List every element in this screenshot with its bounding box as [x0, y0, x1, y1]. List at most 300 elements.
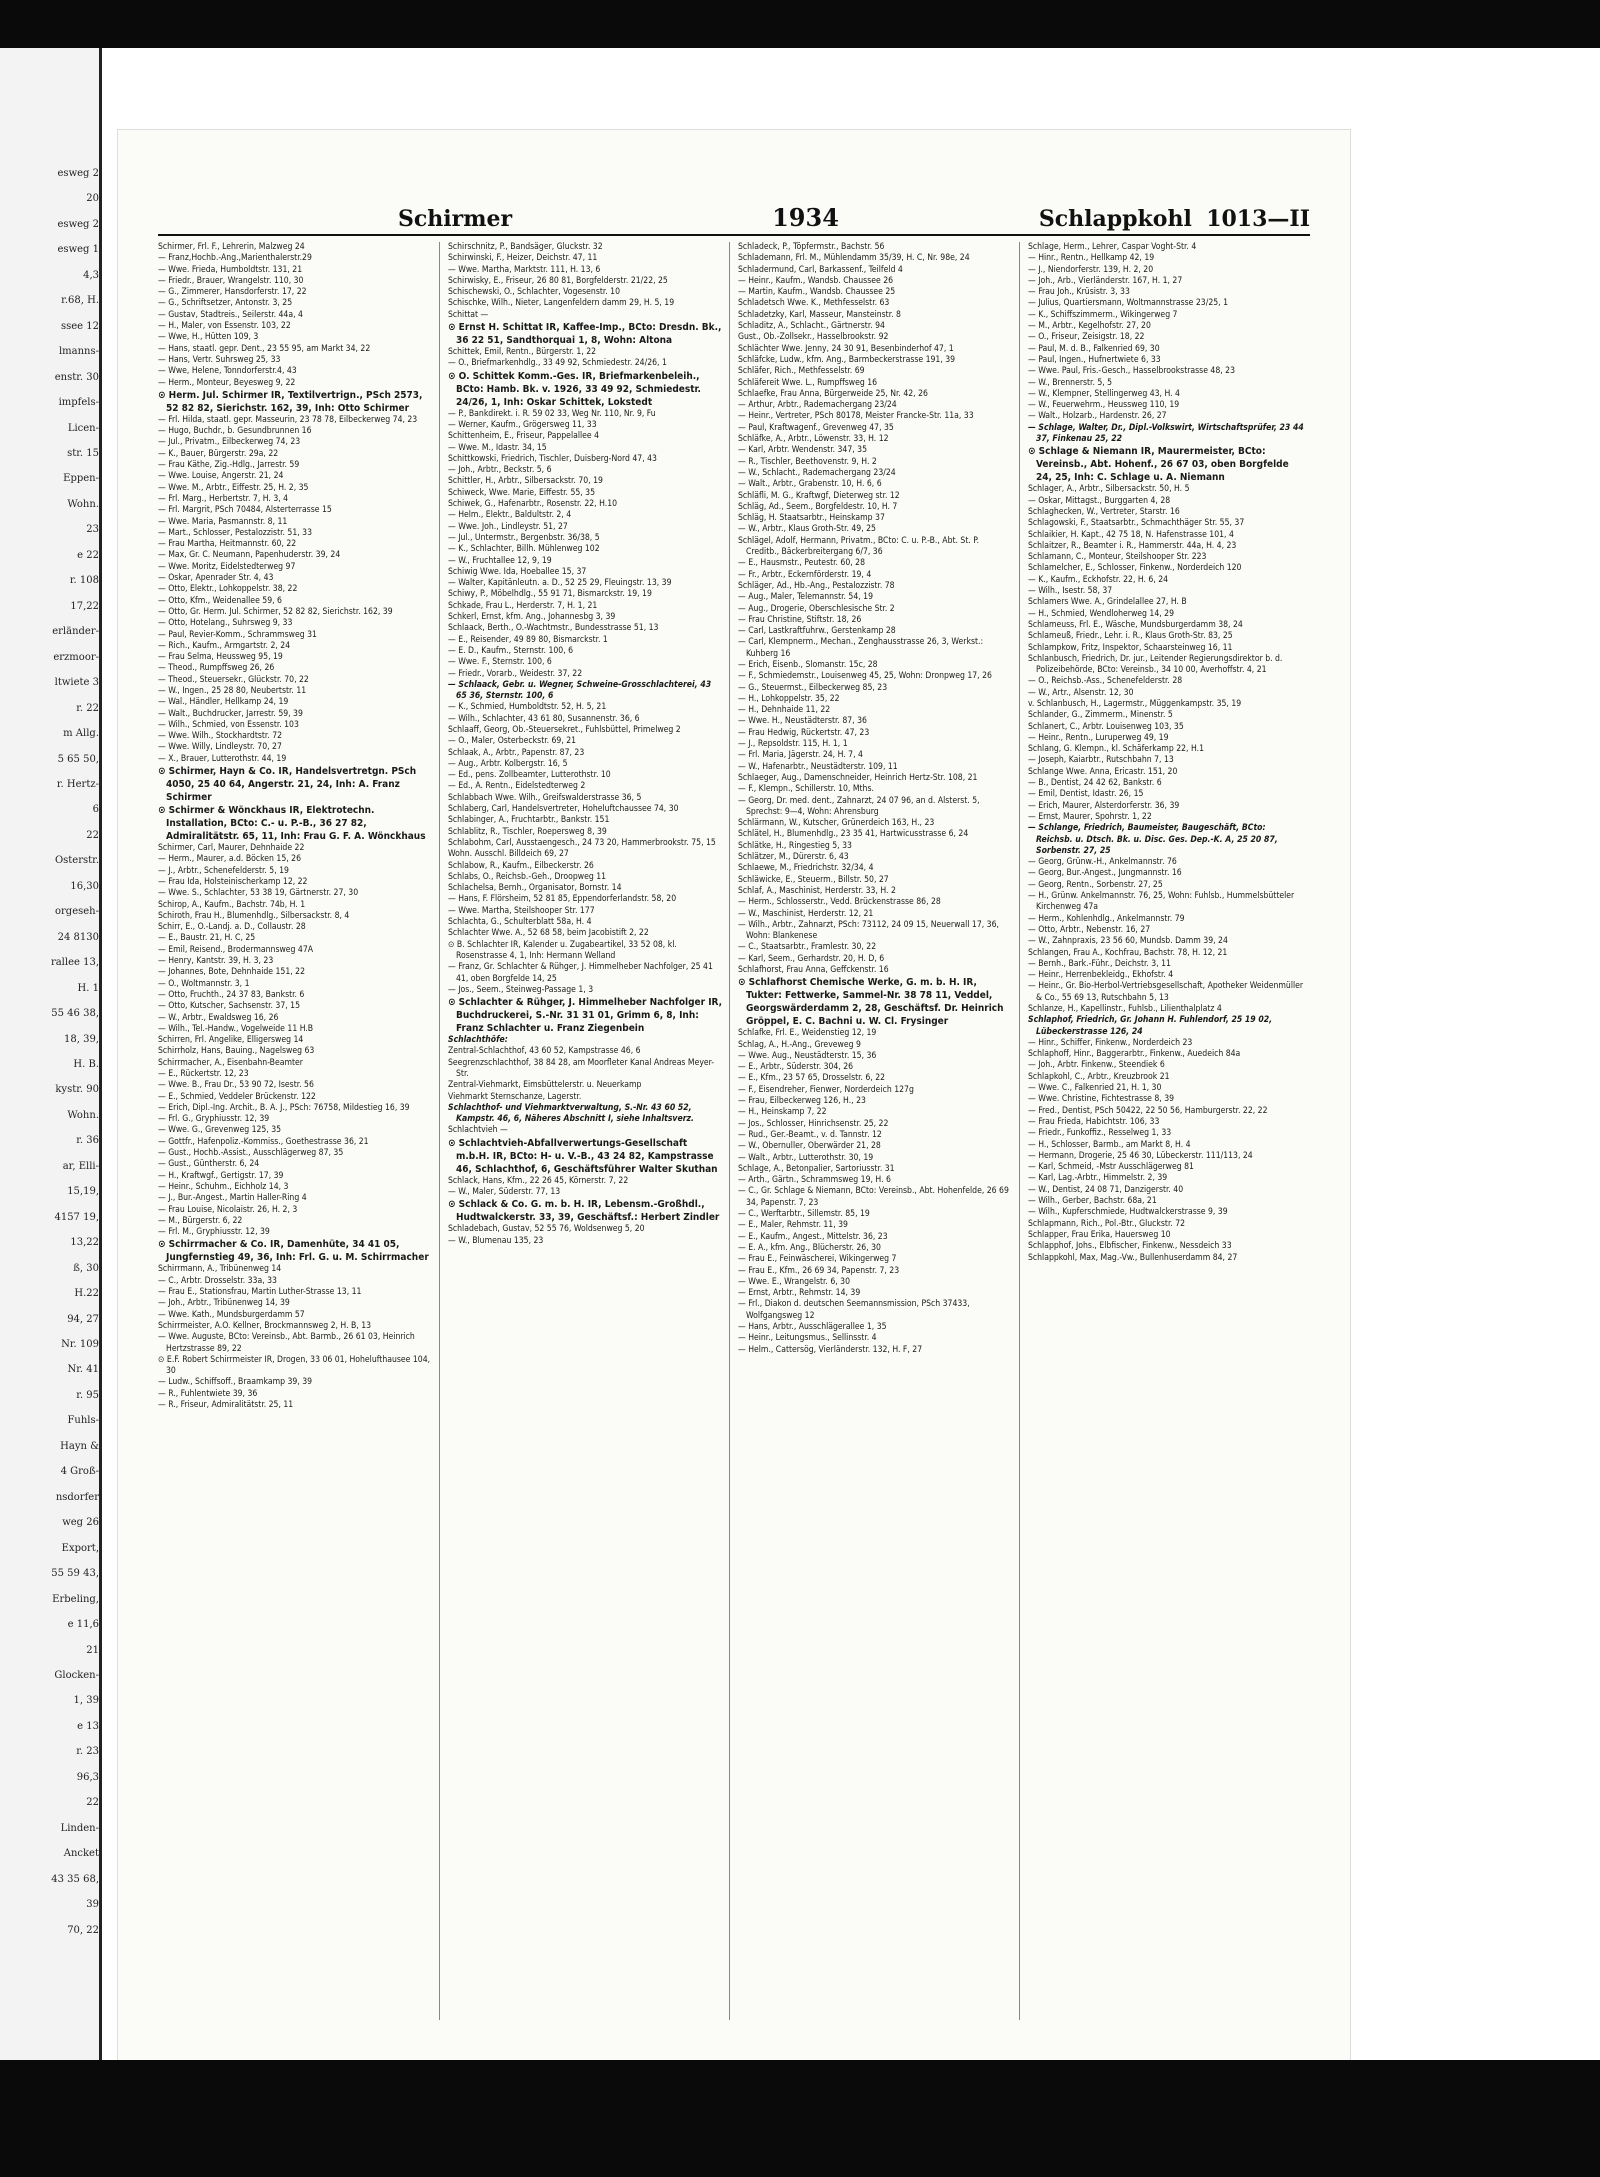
- previous-page-fragment: 70, 22: [67, 1924, 99, 1936]
- directory-entry: — Hermann, Drogerie, 25 46 30, Lübeckerstr. 111/113, 24: [1028, 1150, 1253, 1161]
- previous-page-fragment: Fuhls-: [67, 1415, 99, 1427]
- directory-entry: — Wilh., Isestr. 58, 37: [1028, 586, 1113, 597]
- directory-entry: — C., Arbtr. Drosselstr. 33a, 33: [158, 1275, 277, 1286]
- directory-entry: Schirmer, Carl, Maurer, Dehnhaide 22: [158, 843, 305, 854]
- directory-entry: — Schlage, Walter, Dr., Dipl.-Volkswirt, Wirtschaftsprüfer, 23 44 37, Finkenau 25, 22: [1028, 422, 1304, 445]
- directory-entry: Schirwisky, E., Friseur, 26 80 81, Borgfelderstr. 21/22, 25: [448, 275, 668, 286]
- directory-entry: — Emil, Reisend., Brodermannsweg 47A: [158, 944, 314, 955]
- directory-entry: Schläfli, M. G., Kraftwgf, Dieterweg str. 12: [738, 490, 900, 501]
- directory-entry: — E., Rückertstr. 12, 23: [158, 1069, 249, 1079]
- directory-entry: — Hans, staatl. gepr. Dent., 23 55 95, am Markt 34, 22: [158, 343, 371, 354]
- directory-entry: Schirrmacher, A., Eisenbahn-Beamter: [158, 1057, 303, 1068]
- previous-page-fragment: nsdorfer: [55, 1491, 99, 1503]
- directory-entry: — Paul, Revier-Komm., Schrammsweg 31: [158, 629, 317, 640]
- directory-entry: — Georg, Bur.-Angest., Jungmannstr. 16: [1028, 868, 1182, 879]
- previous-page-fragment: 23: [86, 524, 99, 536]
- directory-entry: Schlanbusch, Friedrich, Dr. jur., Leitender Regierungsdirektor b. d. Polizeibehörde, BCto: Vereinsb., 34 10 00, Averhoffstr. 4, 21: [1028, 653, 1283, 676]
- directory-entry: — Georg, Rentn., Sorbenstr. 27, 25: [1028, 879, 1163, 890]
- directory-entry: — E., Kfm., 23 57 65, Drosselstr. 6, 22: [738, 1073, 886, 1084]
- directory-entry: Schladitz, A., Schlacht., Gärtnerstr. 94: [738, 321, 885, 332]
- directory-entry: Schiroth, Frau H., Blumenhdlg., Silbersackstr. 8, 4: [158, 910, 350, 921]
- directory-entry: — Wwe. Martha, Marktstr. 111, H. 13, 6: [448, 264, 601, 275]
- directory-entry: — Herm., Kohlenhdlg., Ankelmannstr. 79: [1028, 913, 1185, 924]
- directory-entry: — E., Baustr. 21, H. C, 25: [158, 933, 256, 944]
- directory-entry: — Joh., Arbtr., Beckstr. 5, 6: [448, 465, 552, 476]
- directory-entry: — Otto, Arbtr., Nebenstr. 16, 27: [1028, 924, 1151, 935]
- directory-entry: — Martin, Kaufm., Wandsb. Chaussee 25: [738, 287, 896, 298]
- directory-entry: — Gust., Güntherstr. 6, 24: [158, 1159, 260, 1170]
- directory-entry: — Wwe. Louise, Angerstr. 21, 24: [158, 471, 284, 482]
- directory-entry: — K., Bauer, Bürgerstr. 29a, 22: [158, 448, 279, 459]
- directory-entry: — W., Klempner, Stellingerweg 43, H. 4: [1028, 388, 1180, 399]
- directory-entry: — Frau Joh., Krüsistr. 3, 33: [1028, 287, 1130, 298]
- directory-entry: — Gust., Hochb.-Assist., Ausschlägerweg 87, 35: [158, 1148, 344, 1159]
- directory-entry: — M., Bürgerstr. 6, 22: [158, 1215, 243, 1226]
- directory-entry: — W., Schlacht., Rademachergang 23/24: [738, 467, 896, 478]
- directory-entry: ⊙ Schirmer & Wönckhaus IR, Elektrotechn. Installation, BCto: C.- u. P.-B., 36 27 82, Admiralitätstr. 65, 11, Inh: Frau G. F. A. Wönckhaus: [158, 805, 426, 843]
- directory-entry: — J., Repsoldstr. 115, H. 1, 1: [738, 739, 848, 750]
- previous-page-fragment: weg 26: [62, 1517, 99, 1529]
- directory-entry: Schlabbach Wwe. Wilh., Greifswalderstrasse 36, 5: [448, 792, 642, 803]
- directory-entry: Schlaberg, Carl, Handelsvertreter, Hoheluftchaussee 74, 30: [448, 804, 679, 815]
- directory-entry: — Karl, Schmeid, -Mstr Ausschlägerweg 81: [1028, 1162, 1194, 1173]
- directory-entry: — W., Fruchtallee 12, 9, 19: [448, 555, 552, 566]
- directory-entry: — Karl, Arbtr. Wendenstr. 347, 35: [738, 445, 868, 456]
- directory-entry: Schläfereit Wwe. L., Rumpffsweg 16: [738, 377, 878, 388]
- directory-entry: — Arth., Gärtn., Schrammsweg 19, H. 6: [738, 1175, 891, 1186]
- directory-entry: — Ernst, Maurer, Spohrstr. 1, 22: [1028, 811, 1152, 822]
- directory-entry: — Frau E., Feinwäscherei, Wikingerweg 7: [738, 1254, 897, 1265]
- directory-entry: — Wwe. Joh., Lindleystr. 51, 27: [448, 521, 568, 532]
- previous-page-fragment: Osterstr.: [54, 855, 99, 867]
- directory-entry: Schlang, G. Klempn., kl. Schäferkamp 22, H.1: [1028, 744, 1204, 755]
- directory-entry: Schiwig Wwe. Ida, Hoeballee 15, 37: [448, 566, 587, 577]
- directory-entry: Schlachta, G., Schulterblatt 58a, H. 4: [448, 917, 592, 928]
- directory-entry: Schlaitzer, R., Beamter i. R., Hammerstr. 44a, H. 4, 23: [1028, 540, 1237, 551]
- directory-entry: — Aug., Drogerie, Oberschlesische Str. 2: [738, 603, 895, 614]
- directory-entry: — H., Schmied, Wendloherweg 14, 29: [1028, 608, 1174, 619]
- directory-entry: Schlaikier, H. Kapt., 42 75 18, N. Hafenstrasse 101, 4: [1028, 529, 1234, 540]
- directory-entry: — Schlange, Friedrich, Baumeister, Baugeschäft, BCto: Reichsb. u. Dtsch. Bk. u. Disc. Ges. Dep.-K. A, 25 20 87, Sorbenstr. 27, 25: [1028, 823, 1278, 856]
- directory-entry: — Rud., Ger.-Beamt., v. d. Tannstr. 12: [738, 1129, 882, 1140]
- directory-entry: — Frau Hedwig, Rückertstr. 47, 23: [738, 727, 870, 738]
- directory-entry: — Paul, M. d. B., Falkenried 69, 30: [1028, 343, 1160, 354]
- directory-entry: Schlaeger, Aug., Damenschneider, Heinrich Hertz-Str. 108, 21: [738, 772, 978, 783]
- directory-entry: Schlamelcher, E., Schlosser, Finkenw., Norderdeich 120: [1028, 563, 1242, 574]
- directory-entry: ⊙ O. Schittek Komm.-Ges. IR, Briefmarkenbeleih., BCto: Hamb. Bk. v. 1926, 33 49 92, Schmiedestr. 24/26, 1, Inh: Oskar Schittek, Lokstedt: [448, 370, 701, 408]
- directory-entry: Schladeck, P., Töpfermstr., Bachstr. 56: [738, 242, 885, 252]
- directory-entry: — Friedr., Vorarb., Weidestr. 37, 22: [448, 668, 583, 679]
- previous-page-fragment: Nr. 41: [67, 1364, 99, 1376]
- directory-entry: — Wilh., Kupferschmiede, Hudtwalckerstrasse 9, 39: [1028, 1207, 1228, 1218]
- directory-entry: — Hans, F. Flörsheim, 52 81 85, Eppendorferlandstr. 58, 20: [448, 894, 677, 905]
- directory-entry: — Frl., Diakon d. deutschen Seemannsmission, PSch 37433, Wolfgangsweg 12: [738, 1299, 970, 1321]
- directory-entry: ⊙ Schlack & Co. G. m. b. H. IR, Lebensm.-Großhdl., Hudtwalckerstr. 33, 39, Geschäftsf.: Herbert Zindler: [448, 1199, 720, 1224]
- directory-entry: — Gustav, Stadtreis., Seilerstr. 44a, 4: [158, 309, 303, 320]
- directory-entry: — Walt., Buchdrucker, Jarrestr. 59, 39: [158, 708, 303, 719]
- previous-page-fragment: r. 36: [76, 1135, 99, 1147]
- directory-entry: Schirmer, Frl. F., Lehrerin, Malzweg 24: [158, 242, 305, 252]
- previous-page-fragment: str. 15: [67, 448, 99, 460]
- directory-entry: — Heinr., Gr. Bio-Herbol-Vertriebsgesellschaft, Apotheker Weidenmüller & Co., 55 69 13, Rutschbahn 5, 13: [1028, 981, 1304, 1003]
- previous-page-fragment: 20: [86, 193, 99, 205]
- directory-entry: — M., Arbtr., Kegelhofstr. 27, 20: [1028, 321, 1151, 332]
- previous-page-fragment: ltwiete 3: [54, 677, 99, 689]
- directory-entry: — Joh., Arb., Vierländerstr. 167, H. 1, 27: [1028, 275, 1183, 286]
- directory-entry: Schlabohm, Carl, Ausstaengesch., 24 73 20, Hammerbrookstr. 75, 15: [448, 837, 716, 848]
- directory-entry: — Wwe. C., Falkenried 21, H. 1, 30: [1028, 1083, 1162, 1094]
- directory-entry: — Henry, Kantstr. 39, H. 3, 23: [158, 956, 274, 967]
- directory-entry: — Wwe. F., Sternstr. 100, 6: [448, 657, 552, 668]
- directory-entry: Schlameuß, Friedr., Lehr. i. R., Klaus Groth-Str. 83, 25: [1028, 631, 1233, 642]
- directory-entry: — Max, Gr. C. Neumann, Papenhuderstr. 39, 24: [158, 550, 341, 561]
- header-right-keyword: Schlappkohl: [1038, 206, 1192, 232]
- directory-entry: Schlachthöfe:: [448, 1035, 508, 1046]
- bottom-scan-border: [0, 2060, 1600, 2177]
- previous-page-fragment: Hayn &: [60, 1440, 99, 1452]
- previous-page-fragment: 96,3: [76, 1771, 99, 1783]
- directory-entry: — Otto, Fruchth., 24 37 83, Bankstr. 6: [158, 989, 305, 1000]
- previous-page-fragment: 6: [92, 804, 99, 816]
- previous-page-fragment: 17,22: [70, 600, 99, 612]
- directory-entry: Schirwinski, F., Heizer, Deichstr. 47, 11: [448, 253, 598, 264]
- page-header: [158, 192, 1310, 232]
- directory-entry: — W., Dentist, 24 08 71, Danzigerstr. 40: [1028, 1184, 1184, 1195]
- directory-entry: Schlager, A., Arbtr., Silbersackstr. 50, H. 5: [1028, 484, 1190, 495]
- directory-entry: — C., Werftarbtr., Sillemstr. 85, 19: [738, 1209, 870, 1220]
- directory-entry: — Ernst, Arbtr., Rehmstr. 14, 39: [738, 1288, 861, 1299]
- top-scan-border: [0, 0, 1600, 48]
- directory-entry: — Wwe. M., Idastr. 34, 15: [448, 442, 547, 453]
- directory-entry: — Aug., Maler, Telemannstr. 54, 19: [738, 592, 873, 603]
- column-3: [738, 242, 1020, 2020]
- previous-page-fragment: ß, 30: [73, 1262, 99, 1274]
- previous-page-fragment: r.68, H.: [61, 295, 99, 307]
- directory-entry: Schläwicke, E., Steuerm., Billstr. 50, 27: [738, 874, 889, 885]
- previous-page-fragment: 39: [86, 1899, 99, 1911]
- directory-entry: — Hinr., Rentn., Hellkamp 42, 19: [1028, 253, 1155, 264]
- column-4: [1028, 242, 1310, 2020]
- directory-entry: — Julius, Quartiersmann, Woltmannstrasse 23/25, 1: [1028, 298, 1228, 309]
- directory-entry: ⊙ E.F. Robert Schirrmeister IR, Drogen, 33 06 01, Hohelufthausee 104, 30: [158, 1354, 431, 1377]
- directory-entry: Schlagowski, F., Staatsarbtr., Schmachthäger Str. 55, 37: [1028, 518, 1245, 529]
- directory-entry: — Georg, Grünw.-H., Ankelmannstr. 76: [1028, 857, 1177, 868]
- previous-page-fragment: 94, 27: [67, 1313, 99, 1325]
- directory-entry: Schlaphoff, Hinr., Baggerarbtr., Finkenw., Auedeich 84a: [1028, 1049, 1241, 1060]
- directory-entry: — K., Schmied, Humboldtstr. 52, H. 5, 21: [448, 702, 607, 713]
- previous-page-fragment: r. 22: [76, 702, 99, 714]
- directory-entry: — Wwe, Helene, Tonndorferstr.4, 43: [158, 366, 297, 377]
- directory-entry: — Otto, Kutscher, Sachsenstr. 37, 15: [158, 1001, 300, 1012]
- directory-entry: Schladebach, Gustav, 52 55 76, Woldsenweg 5, 20: [448, 1224, 645, 1235]
- directory-entry: — Wwe. Auguste, BCto: Vereinsb., Abt. Barmb., 26 61 03, Heinrich Hertzstrasse 89, 22: [158, 1332, 415, 1354]
- previous-page-fragment: ar, Elli-: [62, 1160, 99, 1172]
- directory-entry: Schlander, G., Zimmerm., Minenstr. 5: [1028, 710, 1173, 721]
- directory-entry: Zentral-Schlachthof, 43 60 52, Kampstrasse 46, 6: [448, 1046, 641, 1057]
- directory-entry: — Wwe. G., Grevenweg 125, 35: [158, 1125, 282, 1136]
- directory-entry: Schlampkow, Fritz, Inspektor, Schaarsteinweg 16, 11: [1028, 642, 1233, 653]
- directory-entry: Schkade, Frau L., Herderstr. 7, H. 1, 21: [448, 600, 598, 611]
- directory-entry: — H., Lohkoppelstr. 35, 22: [738, 693, 840, 704]
- directory-entry: — Wwe. Maria, Pasmannstr. 8, 11: [158, 516, 288, 527]
- directory-entry: — Heinr., Schuhm., Eichholz 14, 3: [158, 1181, 289, 1192]
- directory-entry: Schlächter Wwe. Jenny, 24 30 91, Besenbinderhof 47, 1: [738, 343, 954, 354]
- directory-entry: — W., Zahnpraxis, 23 56 60, Mundsb. Damm 39, 24: [1028, 936, 1228, 947]
- directory-entry: Schlage, Herm., Lehrer, Caspar Voght-Str. 4: [1028, 242, 1197, 252]
- previous-page-fragment: 4,3: [83, 269, 99, 281]
- directory-entry: — Georg, Dr. med. dent., Zahnarzt, 24 07 96, an d. Alsterst. 5, Sprechst: 9—4, Wohn: Ahrensburg: [738, 795, 980, 817]
- directory-entry: — Erich, Dipl.-Ing. Archit., B. A. J., PSch: 76758, Mildestieg 16, 39: [158, 1102, 410, 1113]
- directory-entry: Schlabinger, A., Fruchtarbtr., Bankstr. 151: [448, 815, 610, 826]
- directory-entry: — Erich, Eisenb., Slomanstr. 15c, 28: [738, 659, 878, 670]
- directory-entry: — Heinr., Rentn., Luruperweg 49, 19: [1028, 732, 1169, 743]
- previous-page-fragment: Eppen-: [63, 473, 99, 485]
- previous-page-fragment: r. 23: [76, 1746, 99, 1758]
- previous-page-fragment: H. 1: [77, 982, 99, 994]
- directory-entry: Schlanert, C., Arbtr. Louisenweg 103, 35: [1028, 721, 1184, 732]
- previous-page-fragment: erzmoor-: [53, 651, 99, 663]
- directory-entry: Schiweck, Wwe. Marie, Eiffestr. 55, 35: [448, 487, 596, 498]
- directory-entry: — Johannes, Bote, Dehnhaide 151, 22: [158, 967, 305, 978]
- directory-entry: — Walt., Holzarb., Hardenstr. 26, 27: [1028, 411, 1167, 422]
- directory-entry: — Otto, Elektr., Lohkoppelstr. 38, 22: [158, 584, 298, 595]
- previous-page-fragment: Licen-: [67, 422, 99, 434]
- directory-entry: Schlaefke, Frau Anna, Bürgerweide 25, Nr. 42, 26: [738, 388, 928, 399]
- directory-entry: — Bernh., Bark.-Führ., Deichstr. 3, 11: [1028, 958, 1171, 969]
- directory-entry: Schirren, Frl. Angelike, Elligersweg 14: [158, 1035, 304, 1046]
- directory-entry: — Mart., Schlosser, Pestalozzistr. 51, 33: [158, 527, 312, 538]
- directory-entry: — Frl. G., Gryphiusstr. 12, 39: [158, 1114, 270, 1125]
- directory-entry: — Jul., Privatm., Eilbeckerweg 74, 23: [158, 437, 301, 448]
- directory-entry: — Wwe. S., Schlachter, 53 38 19, Gärtnerstr. 27, 30: [158, 888, 359, 899]
- directory-entry: — Frl. Margrit, PSch 70484, Alsterterrasse 15: [158, 505, 332, 516]
- directory-entry: ⊙ Schirrmacher & Co. IR, Damenhüte, 34 41 05, Jungfernstieg 49, 36, Inh: Frl. G. u. M. Schirrmacher: [158, 1239, 429, 1264]
- directory-entry: — Wwe. M., Arbtr., Eiffestr. 25, H. 2, 35: [158, 482, 309, 493]
- directory-entry: Schladetzky, Karl, Masseur, Mansteinstr. 8: [738, 309, 901, 320]
- directory-entry: Schlärmann, W., Kutscher, Grünerdeich 163, H., 23: [738, 818, 935, 829]
- directory-entry: Schläfke, A., Arbtr., Löwenstr. 33, H. 12: [738, 434, 889, 445]
- previous-page-fragment: r. 108: [69, 575, 99, 587]
- directory-entry: ⊙ Schlachter & Rühger, J. Himmelheber Nachfolger IR, Buchdruckerei, S.-Nr. 31 31 01, Grimm 6, 8, Inh: Franz Schlachter u. Franz Ziegenbein: [448, 997, 723, 1035]
- directory-entry: — Wilh., Tel.-Handw., Vogelweide 11 H.B: [158, 1023, 314, 1034]
- directory-entry: — W., Blumenau 135, 23: [448, 1235, 544, 1246]
- previous-page-fragment: rallee 13,: [50, 957, 99, 969]
- directory-entry: Schittkowski, Friedrich, Tischler, Duisberg-Nord 47, 43: [448, 453, 657, 464]
- previous-page-fragment: e 13: [77, 1720, 99, 1732]
- directory-entry: — H., Heinskamp 7, 22: [738, 1107, 827, 1118]
- directory-entry: — J., Niendorferstr. 139, H. 2, 20: [1028, 264, 1154, 275]
- directory-entry: — Herm., Monteur, Beyesweg 9, 22: [158, 377, 296, 388]
- directory-entry: — Werner, Kaufm., Grögersweg 11, 33: [448, 419, 597, 430]
- directory-entry: — Joseph, Kaiarbtr., Rutschbahn 7, 13: [1028, 755, 1174, 766]
- previous-page-fragment: 22: [86, 829, 99, 841]
- directory-entry: — Heinr., Vertreter, PSch 80178, Meister Francke-Str. 11a, 33: [738, 411, 974, 422]
- directory-entry: Schirrmann, A., Tribünenweg 14: [158, 1264, 282, 1275]
- directory-entry: Schittenheim, E., Friseur, Pappelallee 4: [448, 431, 600, 442]
- directory-entry: — O., Briefmarkenhdlg., 33 49 92, Schmiedestr. 24/26, 1: [448, 358, 667, 369]
- directory-entry: — Wwe. E., Wrangelstr. 6, 30: [738, 1276, 850, 1287]
- directory-entry: Zentral-Viehmarkt, Eimsbüttelerstr. u. Neuerkamp: [448, 1080, 642, 1091]
- directory-entry: — W., Ingen., 25 28 80, Neubertstr. 11: [158, 685, 307, 696]
- directory-entry: Schlapmann, Rich., Pol.-Btr., Gluckstr. 72: [1028, 1218, 1186, 1229]
- directory-entry: — Frau Ida, Holsteinischerkamp 12, 22: [158, 876, 308, 887]
- directory-entry: Schirop, A., Kaufm., Bachstr. 74b, H. 1: [158, 899, 306, 910]
- previous-page-fragment: 13,22: [70, 1237, 99, 1249]
- directory-entry: — Helm., Cattersög, Vierländerstr. 132, H. F, 27: [738, 1344, 923, 1355]
- directory-entry: — C., Staatsarbtr., Framlestr. 30, 22: [738, 942, 877, 953]
- previous-page-fragment: orgeseh-: [55, 906, 99, 918]
- directory-entry: — E., Schmied, Veddeler Brückenstr. 122: [158, 1091, 316, 1102]
- directory-entry: — Joh., Arbtr., Tribünenweg 14, 39: [158, 1298, 290, 1309]
- directory-entry: Schlafke, Frl. E., Weidenstieg 12, 19: [738, 1028, 877, 1039]
- directory-entry: ⊙ Schlachtvieh-Abfallverwertungs-Gesellschaft m.b.H. IR, BCto: H- u. V.-B., 43 24 82, Kampstrasse 46, Schlachthof, 6, Geschäftsführer Walter Skuthan: [448, 1137, 718, 1175]
- directory-entry: — Aug., Arbtr. Kolbergstr. 16, 5: [448, 758, 568, 769]
- directory-entry: Schlachtvieh —: [448, 1125, 508, 1136]
- directory-entry: — E., Kaufm., Angest., Mittelstr. 36, 23: [738, 1231, 888, 1242]
- directory-entry: — Helm., Elektr., Baldultstr. 2, 4: [448, 510, 572, 521]
- previous-page-fragment: 21: [86, 1644, 99, 1656]
- directory-entry: — Wwe. Moritz, Eidelstedterweg 97: [158, 561, 296, 572]
- directory-entry: — E., Maler, Rehmstr. 11, 39: [738, 1220, 848, 1231]
- directory-entry: — Oskar, Apenrader Str. 4, 43: [158, 573, 274, 584]
- directory-entry: — Frau Frieda, Habichtstr. 106, 33: [1028, 1116, 1160, 1127]
- directory-entry: — E., Reisender, 49 89 80, Bismarckstr. 1: [448, 634, 608, 645]
- directory-entry: Schläg, Ad., Seem., Borgfeldestr. 10, H. 7: [738, 501, 898, 512]
- page-gutter-line: [99, 48, 102, 2060]
- directory-entry: — W., Maschinist, Herderstr. 12, 21: [738, 908, 874, 919]
- previous-page-fragment: 18, 39,: [64, 1033, 99, 1045]
- directory-entry: — B., Dentist, 24 42 62, Bankstr. 6: [1028, 778, 1162, 789]
- directory-entry: — Franz,Hochb.-Ang.,Marienthalerstr.29: [158, 253, 312, 264]
- directory-entry: — Wwe, H., Hütten 109, 3: [158, 332, 259, 343]
- previous-page-fragment: Wohn.: [67, 1109, 99, 1121]
- directory-entry: — O., Woltmannstr. 3, 1: [158, 978, 250, 989]
- directory-entry: Schlange Wwe. Anna, Ericastr. 151, 20: [1028, 766, 1178, 777]
- directory-entry: Gust., Ob.-Zollsekr., Hasselbrookstr. 92: [738, 332, 889, 343]
- directory-entry: Schläg, H. Staatsarbtr., Heinskamp 37: [738, 513, 885, 524]
- previous-page-fragment: m Allg.: [63, 728, 99, 740]
- directory-entry: — Wwe. Frieda, Humboldtstr. 131, 21: [158, 264, 303, 275]
- directory-entry: — Theod., Rumpffsweg 26, 26: [158, 663, 275, 674]
- directory-entry: — Wwe. B., Frau Dr., 53 90 72, Isestr. 56: [158, 1080, 314, 1091]
- directory-entry: — Ed., pens. Zollbeamter, Lutterothstr. 10: [448, 770, 611, 781]
- directory-entry: Schladermund, Carl, Barkassenf., Teilfeld 4: [738, 264, 903, 275]
- previous-page-fragment: r. 95: [76, 1389, 99, 1401]
- directory-entry: — Joh., Arbtr. Finkenw., Steendiek 6: [1028, 1060, 1165, 1071]
- directory-entry: — Wilh., Schlachter, 43 61 80, Susannenstr. 36, 6: [448, 713, 640, 724]
- previous-page-fragment: kystr. 90: [55, 1084, 99, 1096]
- header-year: 1934: [772, 203, 839, 232]
- directory-entry: — Hans, Arbtr., Ausschlägerallee 1, 35: [738, 1322, 887, 1333]
- previous-page-fragment: H.22: [74, 1288, 99, 1300]
- directory-entry: — Carl, Klempnerm., Mechan., Zenghausstrasse 26, 3, Werkst.: Kuhberg 16: [738, 637, 984, 659]
- directory-entry: Schlablitz, R., Tischler, Roepersweg 8, 39: [448, 826, 607, 837]
- previous-page-fragment: Glocken-: [54, 1669, 99, 1681]
- directory-entry: — R., Friseur, Admiralitätstr. 25, 11: [158, 1400, 294, 1411]
- directory-entry: Schittler, H., Arbtr., Silbersackstr. 70, 19: [448, 476, 603, 487]
- previous-page-fragment: 55 46 38,: [51, 1008, 99, 1020]
- directory-entry: — Wwe. Martha, Steilshooper Str. 177: [448, 905, 595, 916]
- directory-entry: — Frl. Maria, Jägerstr. 24, H. 7, 4: [738, 750, 863, 761]
- directory-entry: Schlappkohl, Max, Mag.-Vw., Bullenhuserdamm 84, 27: [1028, 1252, 1238, 1263]
- directory-entry: — C., Gr. Schlage & Niemann, BCto: Vereinsb., Abt. Hohenfelde, 26 69 34, Papenstr. 7, 23: [738, 1186, 1009, 1208]
- directory-entry: — Frau, Eilbeckerweg 126, H., 23: [738, 1096, 866, 1107]
- directory-entry: Schirr, E., O.-Landj. a. D., Collaustr. 28: [158, 922, 306, 933]
- directory-entry: — Fred., Dentist, PSch 50422, 22 50 56, Hamburgerstr. 22, 22: [1028, 1105, 1268, 1116]
- entry-columns: [158, 242, 1310, 2020]
- directory-entry: — K., Schlachter, Billh. Mühlenweg 102: [448, 544, 600, 555]
- directory-entry: Schlangen, Frau A., Kochfrau, Bachstr. 78, H. 12, 21: [1028, 947, 1228, 958]
- previous-page-fragment: Wohn.: [67, 498, 99, 510]
- directory-entry: — Otto, Kfm., Weidenallee 59, 6: [158, 595, 282, 606]
- previous-page-fragment: H. B.: [73, 1059, 99, 1070]
- directory-entry: — Herm., Maurer, a.d. Böcken 15, 26: [158, 854, 301, 865]
- previous-page-fragment: lmanns-: [58, 346, 99, 358]
- directory-entry: — J., Bur.-Angest., Martin Haller-Ring 4: [158, 1193, 307, 1204]
- directory-entry: Schlamann, C., Monteur, Steilshooper Str. 223: [1028, 552, 1207, 563]
- directory-entry: — Wwe. Willy, Lindleystr. 70, 27: [158, 742, 282, 753]
- directory-entry: — Wilh., Schmied, von Essenstr. 103: [158, 719, 299, 730]
- directory-entry: — Hugo, Buchdr., b. Gesundbrunnen 16: [158, 426, 312, 437]
- directory-entry: Schittek, Emil, Rentn., Bürgerstr. 1, 22: [448, 347, 597, 358]
- directory-entry: — Frau Louise, Nicolaistr. 26, H. 2, 3: [158, 1204, 298, 1215]
- previous-page-fragment: r. Hertz-: [56, 778, 99, 790]
- directory-entry: Seegrenzschlachthof, 38 84 28, am Moorfleter Kanal Andreas Meyer-Str.: [448, 1057, 715, 1079]
- directory-page: [118, 130, 1350, 2060]
- directory-entry: — W., Arbtr., Ewaldsweg 16, 26: [158, 1012, 279, 1023]
- directory-entry: — H., Kraftwgf., Gertigstr. 17, 39: [158, 1170, 284, 1181]
- directory-entry: — R., Tischler, Beethovenstr. 9, H. 2: [738, 456, 877, 467]
- previous-page-fragment: 55 59 43,: [51, 1568, 99, 1580]
- directory-entry: Schlaewe, M., Friedrichstr. 32/34, 4: [738, 863, 874, 874]
- directory-entry: — Frau Martha, Heitmannstr. 60, 22: [158, 539, 297, 550]
- directory-entry: — Walter, Kapitänleutn. a. D., 52 25 29, Fleuingstr. 13, 39: [448, 578, 672, 589]
- directory-entry: — Frl. Hilda, staatl. gepr. Masseurin, 23 78 78, Eilbeckerweg 74, 23: [158, 414, 418, 425]
- directory-entry: — G., Zimmerer, Hansdorferstr. 17, 22: [158, 287, 307, 298]
- directory-entry: — R., Fuhlentwiete 39, 36: [158, 1388, 258, 1399]
- previous-page-fragment: esweg 2: [57, 218, 99, 230]
- directory-entry: — F., Schmiedemstr., Louisenweg 45, 25, Wohn: Dronpweg 17, 26: [738, 671, 992, 682]
- directory-entry: — Frau E., Stationsfrau, Martin Luther-Strasse 13, 11: [158, 1287, 362, 1298]
- directory-entry: Schirrholz, Hans, Bauing., Nagelsweg 63: [158, 1046, 315, 1057]
- directory-entry: Schlaf, A., Maschinist, Herderstr. 33, H. 2: [738, 885, 896, 896]
- directory-entry: — K., Kaufm., Eckhofstr. 22, H. 6, 24: [1028, 574, 1169, 585]
- directory-entry: — O., Reichsb.-Ass., Schenefelderstr. 28: [1028, 676, 1183, 687]
- previous-page-fragment: ssee 12: [60, 320, 99, 332]
- previous-page-fragment: impfels-: [58, 397, 99, 409]
- directory-entry: — Wwe. Christine, Fichtestrasse 8, 39: [1028, 1094, 1175, 1105]
- previous-page-fragment: Linden-: [60, 1822, 99, 1834]
- page-number: 1013—II: [1206, 206, 1310, 232]
- directory-entry: — Heinr., Herrenbekleidg., Ekhofstr. 4: [1028, 970, 1174, 981]
- directory-entry: — G., Steuermst., Eilbeckerweg 85, 23: [738, 682, 888, 693]
- directory-entry: — Hinr., Schiffer, Finkenw., Norderdeich 23: [1028, 1037, 1193, 1048]
- directory-entry: Schlabow, R., Kaufm., Eilbeckerstr. 26: [448, 860, 594, 871]
- previous-page-fragment: 15,19,: [67, 1186, 99, 1198]
- directory-entry: Schläfcke, Ludw., kfm. Ang., Barmbeckerstrasse 191, 39: [738, 354, 956, 365]
- directory-entry: — Hans, Vertr. Suhrsweg 25, 33: [158, 354, 281, 365]
- directory-entry: — Heinr., Kaufm., Wandsb. Chaussee 26: [738, 275, 894, 286]
- directory-entry: Schläfer, Rich., Methfesselstr. 69: [738, 366, 865, 377]
- previous-page-fragment: 24 8130: [57, 931, 99, 943]
- directory-entry: Schiwy, P., Möbelhdlg., 55 91 71, Bismarckstr. 19, 19: [448, 589, 652, 600]
- directory-entry: — Wwe. H., Neustädterstr. 87, 36: [738, 716, 867, 727]
- previous-page-fragment: 4157 19,: [54, 1211, 99, 1223]
- previous-page-fragment: Ancket: [63, 1848, 99, 1860]
- directory-entry: Schischewski, O., Schlachter, Vogesenstr. 10: [448, 287, 621, 298]
- directory-entry: — Frl. M., Gryphiusstr. 12, 39: [158, 1227, 270, 1238]
- directory-entry: — W., Artr., Alsenstr. 12, 30: [1028, 687, 1134, 698]
